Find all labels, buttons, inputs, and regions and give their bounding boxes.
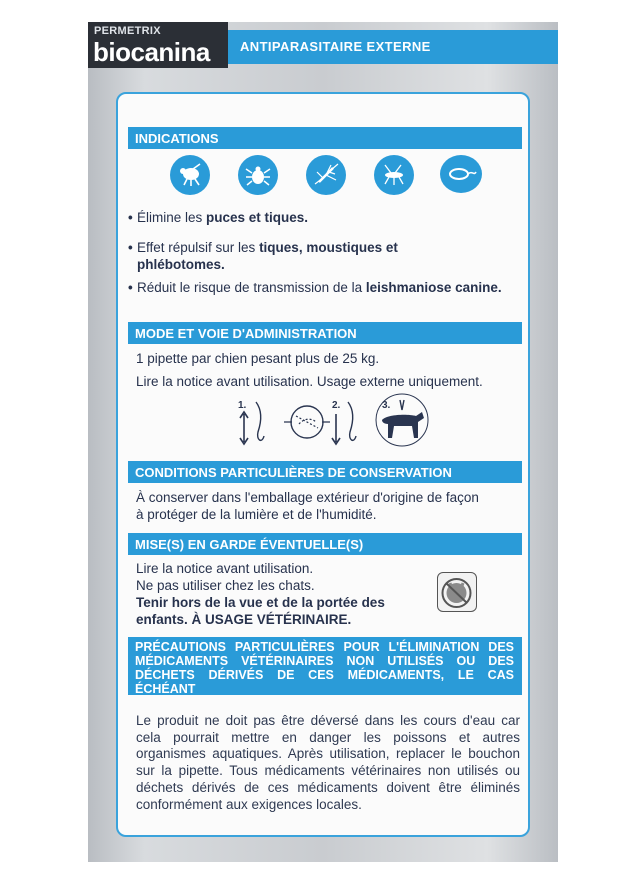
brand-logo bbox=[88, 22, 228, 68]
section-title-warnings: MISE(S) EN GARDE ÉVENTUELLE(S) bbox=[128, 533, 522, 555]
section-title-precautions: PRÉCAUTIONS PARTICULIÈRES POUR L'ÉLIMINATION DES MÉDICAMENTS VÉTÉRINAIRES NON UTILISÉS OU DES DÉCHETS DÉRIVÉS DE CES MÉDICAMENTS, LE CAS ÉCHÉANT bbox=[128, 637, 522, 695]
section-title-mode: MODE ET VOIE D'ADMINISTRATION bbox=[128, 322, 522, 344]
header-bar bbox=[228, 30, 558, 64]
pest-icon-row bbox=[170, 155, 490, 201]
mosquito-icon bbox=[306, 155, 346, 195]
brand-line2: biocanina bbox=[93, 37, 210, 67]
header-title: ANTIPARASITAIRE EXTERNE bbox=[240, 39, 431, 54]
leishmania-icon bbox=[440, 155, 482, 193]
precautions-body: Le produit ne doit pas être déversé dans les cours d'eau car cela pourrait mettre en danger les poissons et autres organismes aquatiques. Après utilisation, replacer le bouchon sur la pipette. Tous médicaments vétérinaires non utilisés ou déchets dérivés de ces médicaments doivent être éliminés conformément aux exigences locales. bbox=[136, 713, 520, 812]
indication-bullet-2: • Effet répulsif sur les tiques, moustiques et phlébotomes. bbox=[128, 240, 398, 272]
indication-bullet-1: • Élimine les puces et tiques. bbox=[128, 210, 309, 225]
step-2-label: 2. bbox=[332, 400, 341, 411]
no-cat-icon bbox=[437, 572, 477, 612]
mode-line-2: Lire la notice avant utilisation. Usage externe uniquement. bbox=[136, 374, 483, 389]
conservation-line-1: À conserver dans l'emballage extérieur d'origine de façon bbox=[136, 490, 479, 505]
brand-line1: PERMETRIX bbox=[94, 25, 161, 37]
indication-bullet-3: • Réduit le risque de transmission de la leishmaniose canine. bbox=[128, 280, 502, 295]
section-title-indications: INDICATIONS bbox=[128, 127, 522, 149]
warning-strong-2: enfants. À USAGE VÉTÉRINAIRE. bbox=[136, 612, 352, 627]
mode-line-1: 1 pipette par chien pesant plus de 25 kg. bbox=[136, 351, 380, 366]
flea-icon bbox=[170, 155, 210, 195]
step-3-label: 3. bbox=[382, 400, 391, 411]
administration-steps-diagram bbox=[232, 392, 432, 452]
step-1-label: 1. bbox=[238, 400, 247, 411]
conservation-line-2: à protéger de la lumière et de l'humidité. bbox=[136, 507, 377, 522]
section-title-conservation: CONDITIONS PARTICULIÈRES DE CONSERVATION bbox=[128, 461, 522, 483]
warning-line-2: Ne pas utiliser chez les chats. bbox=[136, 578, 315, 593]
warning-line-1: Lire la notice avant utilisation. bbox=[136, 561, 314, 576]
warning-strong-1: Tenir hors de la vue et de la portée des bbox=[136, 595, 385, 610]
sandfly-icon bbox=[374, 155, 414, 195]
tick-icon bbox=[238, 155, 278, 195]
